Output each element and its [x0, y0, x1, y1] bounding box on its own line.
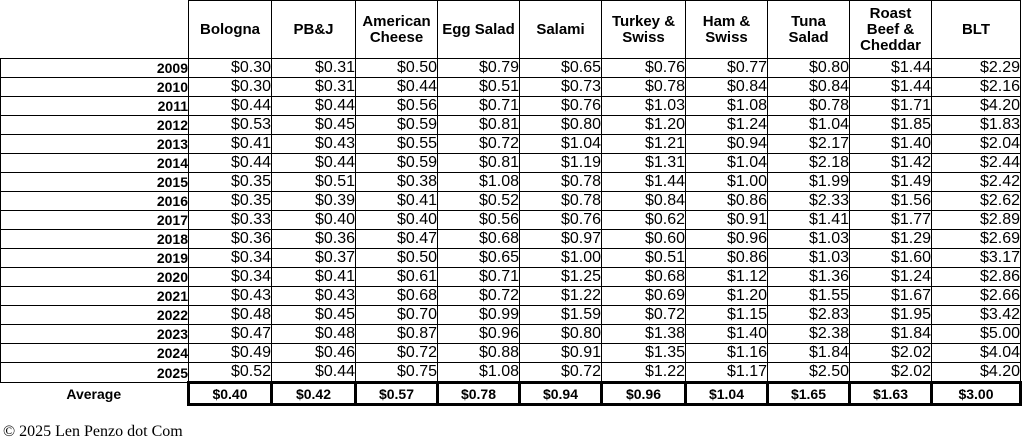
price-cell: $0.52 — [438, 192, 520, 211]
price-cell: $0.41 — [189, 135, 272, 154]
price-cell: $1.71 — [850, 97, 932, 116]
price-cell: $1.44 — [850, 59, 932, 78]
price-cell: $1.67 — [850, 287, 932, 306]
price-cell: $1.08 — [438, 363, 520, 383]
price-cell: $1.22 — [602, 363, 686, 383]
price-cell: $0.48 — [189, 306, 272, 325]
year-label: 2011 — [1, 97, 189, 116]
price-cell: $2.44 — [932, 154, 1021, 173]
price-cell: $1.21 — [602, 135, 686, 154]
price-cell: $0.72 — [602, 306, 686, 325]
price-cell: $0.72 — [438, 287, 520, 306]
column-header: PB&J — [272, 1, 356, 59]
price-cell: $1.95 — [850, 306, 932, 325]
price-cell: $1.24 — [850, 268, 932, 287]
price-cell: $0.78 — [602, 78, 686, 97]
price-cell: $4.20 — [932, 363, 1021, 383]
price-cell: $0.84 — [686, 78, 768, 97]
average-cell: $0.96 — [602, 383, 686, 405]
price-cell: $0.60 — [602, 230, 686, 249]
price-cell: $1.03 — [768, 249, 850, 268]
table-row — [1, 116, 1021, 135]
price-cell: $1.84 — [768, 344, 850, 363]
price-cell: $0.62 — [602, 211, 686, 230]
price-cell: $0.53 — [189, 116, 272, 135]
table-row — [1, 363, 1021, 383]
column-header: Bologna — [189, 1, 272, 59]
price-cell: $2.18 — [768, 154, 850, 173]
price-cell: $2.89 — [932, 211, 1021, 230]
price-cell: $0.43 — [272, 287, 356, 306]
price-cell: $0.34 — [189, 268, 272, 287]
price-cell: $1.24 — [686, 116, 768, 135]
price-cell: $1.85 — [850, 116, 932, 135]
price-cell: $2.86 — [932, 268, 1021, 287]
price-cell: $1.56 — [850, 192, 932, 211]
price-cell: $2.17 — [768, 135, 850, 154]
average-label: Average — [1, 383, 189, 405]
price-cell: $2.02 — [850, 363, 932, 383]
price-cell: $0.49 — [189, 344, 272, 363]
price-cell: $0.41 — [272, 268, 356, 287]
price-cell: $0.44 — [356, 78, 438, 97]
year-label: 2015 — [1, 173, 189, 192]
price-cell: $0.47 — [356, 230, 438, 249]
price-cell: $0.52 — [189, 363, 272, 383]
year-label: 2021 — [1, 287, 189, 306]
price-cell: $0.48 — [272, 325, 356, 344]
price-cell: $0.43 — [272, 135, 356, 154]
price-cell: $1.25 — [520, 268, 602, 287]
average-cell: $0.94 — [520, 383, 602, 405]
price-cell: $0.81 — [438, 116, 520, 135]
price-cell: $0.97 — [520, 230, 602, 249]
average-cell: $0.57 — [356, 383, 438, 405]
year-label: 2014 — [1, 154, 189, 173]
price-cell: $0.55 — [356, 135, 438, 154]
price-cell: $0.41 — [356, 192, 438, 211]
price-cell: $0.72 — [356, 344, 438, 363]
price-cell: $0.44 — [189, 154, 272, 173]
price-cell: $0.69 — [602, 287, 686, 306]
price-cell: $1.35 — [602, 344, 686, 363]
average-cell: $0.40 — [189, 383, 272, 405]
year-label: 2023 — [1, 325, 189, 344]
price-cell: $0.87 — [356, 325, 438, 344]
copyright-notice: © 2025 Len Penzo dot Com — [3, 423, 183, 440]
price-cell: $1.84 — [850, 325, 932, 344]
price-cell: $1.17 — [686, 363, 768, 383]
price-cell: $0.33 — [189, 211, 272, 230]
price-cell: $0.86 — [686, 249, 768, 268]
column-header: BLT — [932, 1, 1021, 59]
price-cell: $1.03 — [602, 97, 686, 116]
column-header: Egg Salad — [438, 1, 520, 59]
price-cell: $0.50 — [356, 249, 438, 268]
average-cell: $3.00 — [932, 383, 1021, 405]
price-cell: $1.19 — [520, 154, 602, 173]
price-cell: $4.20 — [932, 97, 1021, 116]
price-cell: $0.78 — [520, 192, 602, 211]
price-cell: $1.59 — [520, 306, 602, 325]
price-cell: $1.08 — [686, 97, 768, 116]
year-label: 2019 — [1, 249, 189, 268]
column-header: Roast Beef & Cheddar — [850, 1, 932, 59]
average-cell: $0.78 — [438, 383, 520, 405]
price-cell: $0.51 — [272, 173, 356, 192]
price-cell: $0.61 — [356, 268, 438, 287]
price-cell: $0.59 — [356, 116, 438, 135]
year-label: 2009 — [1, 59, 189, 78]
table-row — [1, 135, 1021, 154]
price-cell: $0.68 — [356, 287, 438, 306]
price-cell: $0.84 — [602, 192, 686, 211]
price-cell: $0.34 — [189, 249, 272, 268]
price-cell: $0.44 — [272, 154, 356, 173]
price-cell: $0.36 — [189, 230, 272, 249]
price-cell: $1.29 — [850, 230, 932, 249]
table-row — [1, 192, 1021, 211]
price-cell: $0.65 — [520, 59, 602, 78]
price-cell: $1.42 — [850, 154, 932, 173]
price-cell: $1.04 — [520, 135, 602, 154]
price-cell: $1.40 — [850, 135, 932, 154]
column-header: American Cheese — [356, 1, 438, 59]
price-cell: $2.29 — [932, 59, 1021, 78]
price-cell: $0.72 — [520, 363, 602, 383]
year-label: 2013 — [1, 135, 189, 154]
price-cell: $1.16 — [686, 344, 768, 363]
price-cell: $0.68 — [602, 268, 686, 287]
price-cell: $0.44 — [189, 97, 272, 116]
price-cell: $3.42 — [932, 306, 1021, 325]
price-cell: $1.99 — [768, 173, 850, 192]
price-cell: $0.91 — [520, 344, 602, 363]
column-header: Tuna Salad — [768, 1, 850, 59]
price-cell: $0.79 — [438, 59, 520, 78]
year-label: 2012 — [1, 116, 189, 135]
price-cell: $0.71 — [438, 268, 520, 287]
price-cell: $0.75 — [356, 363, 438, 383]
price-cell: $2.42 — [932, 173, 1021, 192]
table-row — [1, 154, 1021, 173]
price-cell: $0.77 — [686, 59, 768, 78]
table-row — [1, 78, 1021, 97]
price-cell: $1.00 — [520, 249, 602, 268]
price-cell: $0.36 — [272, 230, 356, 249]
year-label: 2010 — [1, 78, 189, 97]
price-cell: $2.33 — [768, 192, 850, 211]
price-cell: $0.96 — [686, 230, 768, 249]
price-cell: $0.78 — [520, 173, 602, 192]
price-cell: $0.80 — [768, 59, 850, 78]
price-cell: $0.30 — [189, 78, 272, 97]
price-cell: $2.62 — [932, 192, 1021, 211]
price-cell: $0.44 — [272, 97, 356, 116]
price-cell: $2.04 — [932, 135, 1021, 154]
price-cell: $1.44 — [602, 173, 686, 192]
price-cell: $1.15 — [686, 306, 768, 325]
price-cell: $0.80 — [520, 325, 602, 344]
price-cell: $0.88 — [438, 344, 520, 363]
year-label: 2016 — [1, 192, 189, 211]
table-row — [1, 97, 1021, 116]
price-cell: $0.35 — [189, 192, 272, 211]
year-label: 2025 — [1, 363, 189, 383]
table-row — [1, 268, 1021, 287]
price-cell: $0.46 — [272, 344, 356, 363]
average-cell: $1.65 — [768, 383, 850, 405]
price-cell: $1.22 — [520, 287, 602, 306]
price-cell: $0.40 — [272, 211, 356, 230]
price-cell: $1.60 — [850, 249, 932, 268]
table-row — [1, 59, 1021, 78]
price-cell: $1.00 — [686, 173, 768, 192]
table-row — [1, 211, 1021, 230]
table-body — [1, 59, 1021, 405]
price-cell: $0.99 — [438, 306, 520, 325]
price-cell: $1.20 — [602, 116, 686, 135]
price-cell: $2.69 — [932, 230, 1021, 249]
price-cell: $0.80 — [520, 116, 602, 135]
price-cell: $0.44 — [272, 363, 356, 383]
price-cell: $1.04 — [686, 154, 768, 173]
price-cell: $0.78 — [768, 97, 850, 116]
price-cell: $1.77 — [850, 211, 932, 230]
price-cell: $0.76 — [520, 97, 602, 116]
price-cell: $0.86 — [686, 192, 768, 211]
price-cell: $0.56 — [438, 211, 520, 230]
price-cell: $0.51 — [602, 249, 686, 268]
price-cell: $1.40 — [686, 325, 768, 344]
price-cell: $0.91 — [686, 211, 768, 230]
price-cell: $0.76 — [602, 59, 686, 78]
price-cell: $2.38 — [768, 325, 850, 344]
price-cell: $0.51 — [438, 78, 520, 97]
price-cell: $1.12 — [686, 268, 768, 287]
price-cell: $0.30 — [189, 59, 272, 78]
price-cell: $0.45 — [272, 116, 356, 135]
price-cell: $1.38 — [602, 325, 686, 344]
price-cell: $0.45 — [272, 306, 356, 325]
year-label: 2018 — [1, 230, 189, 249]
price-cell: $0.47 — [189, 325, 272, 344]
price-cell: $0.65 — [438, 249, 520, 268]
price-cell: $1.03 — [768, 230, 850, 249]
price-cell: $0.96 — [438, 325, 520, 344]
price-cell: $1.20 — [686, 287, 768, 306]
price-cell: $1.83 — [932, 116, 1021, 135]
price-cell: $0.84 — [768, 78, 850, 97]
price-cell: $0.73 — [520, 78, 602, 97]
price-cell: $0.31 — [272, 78, 356, 97]
table-row — [1, 306, 1021, 325]
price-cell: $0.40 — [356, 211, 438, 230]
average-cell: $1.04 — [686, 383, 768, 405]
price-cell: $3.17 — [932, 249, 1021, 268]
table-row — [1, 230, 1021, 249]
price-cell: $0.38 — [356, 173, 438, 192]
column-header: Ham & Swiss — [686, 1, 768, 59]
price-cell: $0.50 — [356, 59, 438, 78]
price-cell: $0.56 — [356, 97, 438, 116]
price-cell: $0.71 — [438, 97, 520, 116]
price-cell: $1.31 — [602, 154, 686, 173]
price-cell: $0.68 — [438, 230, 520, 249]
price-cell: $0.72 — [438, 135, 520, 154]
price-cell: $2.50 — [768, 363, 850, 383]
average-row — [1, 383, 1021, 405]
price-cell: $0.59 — [356, 154, 438, 173]
price-cell: $1.49 — [850, 173, 932, 192]
price-cell: $0.31 — [272, 59, 356, 78]
price-cell: $1.41 — [768, 211, 850, 230]
year-label: 2017 — [1, 211, 189, 230]
price-cell: $0.76 — [520, 211, 602, 230]
price-cell: $0.70 — [356, 306, 438, 325]
price-cell: $5.00 — [932, 325, 1021, 344]
price-cell: $1.36 — [768, 268, 850, 287]
price-cell: $2.02 — [850, 344, 932, 363]
column-header: Turkey & Swiss — [602, 1, 686, 59]
price-cell: $0.37 — [272, 249, 356, 268]
table-row — [1, 287, 1021, 306]
column-header: Salami — [520, 1, 602, 59]
price-cell: $0.43 — [189, 287, 272, 306]
price-cell: $1.08 — [438, 173, 520, 192]
price-cell: $4.04 — [932, 344, 1021, 363]
year-label: 2024 — [1, 344, 189, 363]
price-cell: $0.39 — [272, 192, 356, 211]
average-cell: $1.63 — [850, 383, 932, 405]
price-cell: $0.94 — [686, 135, 768, 154]
price-cell: $2.66 — [932, 287, 1021, 306]
price-cell: $2.16 — [932, 78, 1021, 97]
price-cell: $1.04 — [768, 116, 850, 135]
price-cell: $1.44 — [850, 78, 932, 97]
table-row — [1, 325, 1021, 344]
price-cell: $0.81 — [438, 154, 520, 173]
table-row — [1, 249, 1021, 268]
average-cell: $0.42 — [272, 383, 356, 405]
header-row — [1, 1, 1021, 59]
table-row — [1, 173, 1021, 192]
table-row — [1, 344, 1021, 363]
price-cell: $0.35 — [189, 173, 272, 192]
price-cell: $1.55 — [768, 287, 850, 306]
year-label: 2020 — [1, 268, 189, 287]
price-cell: $2.83 — [768, 306, 850, 325]
year-label: 2022 — [1, 306, 189, 325]
corner-cell — [1, 1, 189, 59]
